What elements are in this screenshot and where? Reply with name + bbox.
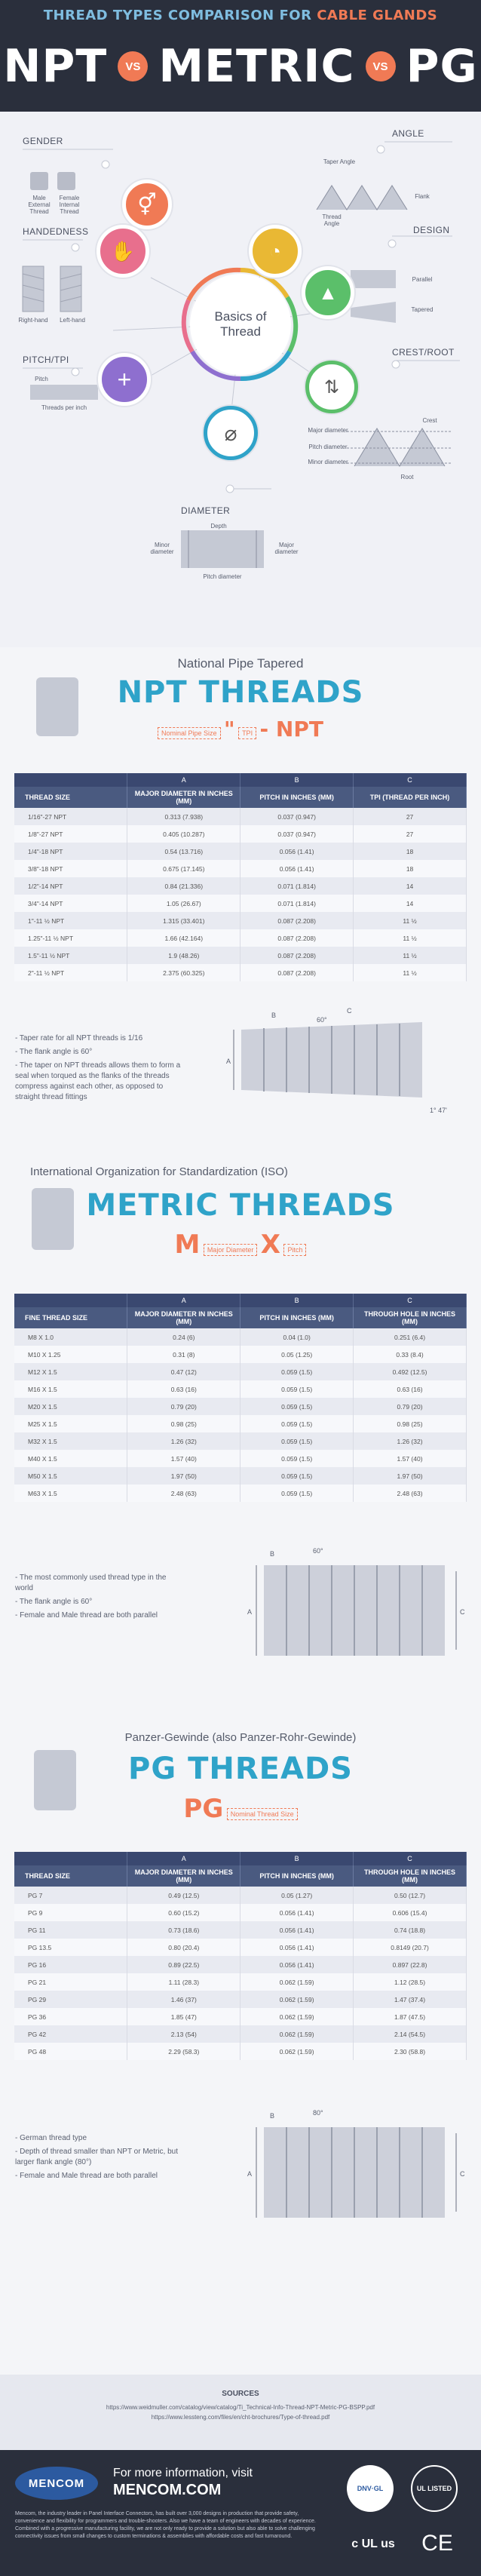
crest-pitch-diameter-label: Pitch diameter <box>308 444 348 450</box>
diagram-label-c: C <box>347 1007 352 1015</box>
note-item: - The most commonly used thread type in the world <box>15 1574 167 1592</box>
table-cell: M8 X 1.0 <box>14 1328 127 1346</box>
table-row <box>14 843 467 860</box>
table-row <box>14 2008 467 2025</box>
table-cell: PG 11 <box>14 1921 127 1939</box>
col-letter: A <box>127 1294 240 1307</box>
table-cell: 3/8"-18 NPT <box>14 860 127 877</box>
table-cell: 11 ½ <box>354 929 467 947</box>
table-cell: 2.48 (63) <box>354 1485 467 1502</box>
table-cell: 1.25"-11 ½ NPT <box>14 929 127 947</box>
source-link[interactable]: https://www.weidmuller.com/catalog/view/catalog/Ti_Technical-Info-Thread-NPT-Metric-PG-BSPP.pdf <box>106 2404 375 2411</box>
table-header: TPI (THREAD PER INCH) <box>354 787 467 808</box>
note-item: - Female and Male thread are both parallel <box>15 2172 158 2180</box>
table-row <box>14 2043 467 2060</box>
table-cell: PG 13.5 <box>14 1939 127 1956</box>
table-cell: M20 X 1.5 <box>14 1398 127 1415</box>
table-row <box>14 1467 467 1485</box>
pg-notes <box>15 2133 181 2185</box>
diameter-label: DIAMETER <box>181 505 231 516</box>
gender-male-label: Male External Thread <box>28 195 51 215</box>
table-cell: M40 X 1.5 <box>14 1450 127 1467</box>
table-cell: PG 16 <box>14 1956 127 1973</box>
table-cell: 2"-11 ½ NPT <box>14 964 127 981</box>
table-row <box>14 1415 467 1432</box>
metric-thread-diagram <box>241 1543 467 1671</box>
mencom-url[interactable]: MENCOM.COM <box>113 2482 222 2498</box>
table-row <box>14 947 467 964</box>
npt-notes <box>15 1033 181 1106</box>
basics-center <box>190 274 291 375</box>
diameter-minor-label: Minor diameter <box>150 542 174 555</box>
table-cell: 1"-11 ½ NPT <box>14 912 127 929</box>
table-cell: 1.85 (47) <box>127 2008 240 2025</box>
pg-title: PG THREADS <box>128 1752 353 1786</box>
header-comparison <box>0 35 481 98</box>
sources-section <box>0 2375 481 2450</box>
table-cell: 0.31 (8) <box>127 1346 240 1363</box>
pg-code-pg: PG <box>183 1794 224 1824</box>
taper-angle-label: Taper Angle <box>323 158 356 165</box>
col-letter: B <box>240 1852 354 1865</box>
table-cell: 0.79 (20) <box>354 1398 467 1415</box>
table-row <box>14 1956 467 1973</box>
table-row <box>14 825 467 843</box>
table-cell: 0.087 (2.208) <box>240 929 354 947</box>
col-letter: B <box>240 773 354 787</box>
diagram-label-a: A <box>247 2170 253 2178</box>
pitch-small-label: Pitch <box>35 376 48 382</box>
shapes-icon: ▲ <box>318 281 338 304</box>
up-down-arrows-icon: ⇅ <box>323 376 340 398</box>
table-cell: 2.13 (54) <box>127 2025 240 2043</box>
table-cell: 0.79 (20) <box>127 1398 240 1415</box>
table-header: MAJOR DIAMETER IN INCHES (MM) <box>127 1865 240 1887</box>
table-row <box>14 964 467 981</box>
table-header: THREAD SIZE <box>14 1865 127 1887</box>
table-row <box>14 1921 467 1939</box>
note-item: - Female and Male thread are both parallel <box>15 1611 158 1620</box>
table-cell: 1.5"-11 ½ NPT <box>14 947 127 964</box>
design-circle <box>302 266 354 319</box>
diameter-pitch-label: Pitch diameter <box>203 573 242 580</box>
table-header: MAJOR DIAMETER IN INCHES (MM) <box>127 787 240 808</box>
crest-root-label: CREST/ROOT <box>392 347 455 358</box>
table-cell: PG 21 <box>14 1973 127 1991</box>
pitch-circle <box>98 353 151 406</box>
table-cell: 0.056 (1.41) <box>240 1921 354 1939</box>
footer <box>0 2450 481 2576</box>
table-cell: 1/8"-27 NPT <box>14 825 127 843</box>
diagram-angle: 60° <box>313 1547 323 1555</box>
table-row <box>14 929 467 947</box>
npt-code <box>0 717 481 741</box>
npt-table <box>14 773 467 981</box>
table-cell: 0.492 (12.5) <box>354 1363 467 1380</box>
vs-badge: VS <box>366 51 396 81</box>
metric-code <box>0 1230 481 1260</box>
basics-center-line2: Thread <box>220 324 261 339</box>
diagram-label-b: B <box>270 2112 275 2120</box>
table-row <box>14 1450 467 1467</box>
table-cell: 2.48 (63) <box>127 1485 240 1502</box>
table-cell: 0.60 (15.2) <box>127 1904 240 1921</box>
more-info-text: For more information, visit <box>113 2467 253 2479</box>
basics-connectors <box>0 112 481 647</box>
gender-female-label: Female Internal Thread <box>59 195 80 215</box>
table-cell: 0.056 (1.41) <box>240 843 354 860</box>
table-cell: 0.062 (1.59) <box>240 2008 354 2025</box>
table-cell: 1.57 (40) <box>127 1450 240 1467</box>
table-cell: 0.49 (12.5) <box>127 1887 240 1904</box>
root-label: Root <box>400 474 414 481</box>
diagram-label-b: B <box>271 1012 277 1019</box>
table-cell: 0.037 (0.947) <box>240 825 354 843</box>
table-cell: 14 <box>354 877 467 895</box>
handedness-circle <box>97 225 149 278</box>
table-cell: 1.9 (48.26) <box>127 947 240 964</box>
table-cell: M63 X 1.5 <box>14 1485 127 1502</box>
table-row <box>14 1939 467 1956</box>
pg-subtitle <box>0 1731 481 1745</box>
metric-pitch-box: Pitch <box>283 1244 306 1256</box>
table-cell: 2.375 (60.325) <box>127 964 240 981</box>
crest-minor-diameter-label: Minor diameter <box>308 459 348 465</box>
table-cell: 1.87 (47.5) <box>354 2008 467 2025</box>
table-cell: 0.062 (1.59) <box>240 2025 354 2043</box>
table-cell: M12 X 1.5 <box>14 1363 127 1380</box>
sources-title: SOURCES <box>222 2390 259 2398</box>
table-cell: 1.315 (33.401) <box>127 912 240 929</box>
pg-table <box>14 1852 467 2060</box>
table-row <box>14 1904 467 1921</box>
metric-notes <box>15 1573 181 1624</box>
table-cell: 1.26 (32) <box>127 1432 240 1450</box>
thread-angle-label: Thread Angle <box>322 213 342 227</box>
table-cell: 1.05 (26.67) <box>127 895 240 912</box>
table-cell: PG 42 <box>14 2025 127 2043</box>
source-link[interactable]: https://www.lessteng.com/files/en/cht-brochures/Type-of-thread.pdf <box>151 2414 330 2421</box>
diameter-major-label: Major diameter <box>274 542 299 555</box>
design-label: DESIGN <box>413 225 450 235</box>
header-title-part1: THREAD TYPES COMPARISON FOR <box>43 8 317 23</box>
table-cell: 0.80 (20.4) <box>127 1939 240 1956</box>
table-cell: 0.062 (1.59) <box>240 1973 354 1991</box>
npt-subtitle <box>0 656 481 671</box>
table-row <box>14 1346 467 1363</box>
about-text: Mencom, the industry leader in Panel Interface Connectors, has built over 3,000 designs in production that provide safety, convenience and flexibility for programmers and trouble-shooters. Also we have a team of engineers with decades of experience. Combined with a progressive manufacturing facility, we are not only ready to provide a solution but also able to solve challenging connectivity issues from small changes to custom terminations & assemblies with affordable costs and fast turnaround. <box>15 2511 316 2539</box>
table-cell: 0.251 (6.4) <box>354 1328 467 1346</box>
angle-circle <box>249 225 302 278</box>
table-cell: 0.05 (1.25) <box>240 1346 354 1363</box>
basics-section <box>0 112 481 647</box>
table-cell: 1.12 (28.5) <box>354 1973 467 1991</box>
table-cell: 0.062 (1.59) <box>240 1991 354 2008</box>
mencom-logo <box>15 2467 98 2500</box>
table-cell: 0.071 (1.814) <box>240 877 354 895</box>
col-letter: C <box>354 1852 467 1865</box>
header <box>0 0 481 112</box>
table-row <box>14 1432 467 1450</box>
header-title <box>0 8 481 23</box>
npt-thread-diagram <box>226 1007 467 1120</box>
table-cell: 1.97 (50) <box>127 1467 240 1485</box>
table-cell: 0.056 (1.41) <box>240 1904 354 1921</box>
header-pg: PG <box>406 40 478 93</box>
table-row <box>14 1380 467 1398</box>
table-cell: 1.46 (37) <box>127 1991 240 2008</box>
table-cell: 3/4"-14 NPT <box>14 895 127 912</box>
handedness-label: HANDEDNESS <box>23 226 89 237</box>
table-cell: 0.98 (25) <box>127 1415 240 1432</box>
table-cell: 0.059 (1.5) <box>240 1450 354 1467</box>
table-cell: 1/4"-18 NPT <box>14 843 127 860</box>
table-cell: 0.037 (0.947) <box>240 808 354 825</box>
table-cell: 0.056 (1.41) <box>240 1939 354 1956</box>
table-cell: 0.54 (13.716) <box>127 843 240 860</box>
table-row <box>14 1991 467 2008</box>
table-cell: M25 X 1.5 <box>14 1415 127 1432</box>
table-cell: 0.63 (16) <box>354 1380 467 1398</box>
table-cell: 0.50 (12.7) <box>354 1887 467 1904</box>
angle-label: ANGLE <box>392 128 424 139</box>
table-cell: 1.26 (32) <box>354 1432 467 1450</box>
pg-subtitle-text: Panzer-Gewinde (also Panzer-Rohr-Gewinde) <box>124 1731 357 1744</box>
table-cell: PG 36 <box>14 2008 127 2025</box>
table-cell: 0.059 (1.5) <box>240 1485 354 1502</box>
note-item: - The taper on NPT threads allows them to form a seal when torqued as the flanks of the threads compress against each other, as opposed to straight thread fittings <box>15 1061 181 1101</box>
table-header: PITCH IN INCHES (MM) <box>240 1865 354 1887</box>
table-cell: 0.059 (1.5) <box>240 1432 354 1450</box>
vs-badge: VS <box>118 51 148 81</box>
col-letter: A <box>127 1852 240 1865</box>
table-header: MAJOR DIAMETER IN INCHES (MM) <box>127 1307 240 1328</box>
metric-code-x: X <box>260 1230 280 1260</box>
cul-us-badge: c UL us <box>351 2538 395 2550</box>
depth-label: Depth <box>210 523 227 530</box>
table-row <box>14 1398 467 1415</box>
gender-circle <box>122 180 172 229</box>
col-letter: C <box>354 1294 467 1307</box>
table-cell: M10 X 1.25 <box>14 1346 127 1363</box>
table-cell: 0.98 (25) <box>354 1415 467 1432</box>
dnv-badge: DNV·GL <box>347 2465 394 2512</box>
diagram-angle: 80° <box>313 2109 323 2117</box>
metric-code-m: M <box>174 1230 201 1260</box>
table-cell: 0.405 (10.287) <box>127 825 240 843</box>
table-row <box>14 1363 467 1380</box>
diagram-label-c: C <box>460 1608 465 1616</box>
table-header: PITCH IN INCHES (MM) <box>240 1307 354 1328</box>
table-cell: 2.30 (58.8) <box>354 2043 467 2060</box>
diagram-taper: 1° 47' <box>430 1107 447 1114</box>
table-cell: 0.63 (16) <box>127 1380 240 1398</box>
header-npt: NPT <box>3 40 108 93</box>
table-cell: PG 48 <box>14 2043 127 2060</box>
col-letter: C <box>354 773 467 787</box>
table-cell: 2.14 (54.5) <box>354 2025 467 2043</box>
col-letter: B <box>240 1294 354 1307</box>
table-row <box>14 895 467 912</box>
note-item: - German thread type <box>15 2134 87 2142</box>
table-cell: 0.059 (1.5) <box>240 1467 354 1485</box>
note-item: - The flank angle is 60° <box>15 1048 93 1056</box>
npt-tpi-box: TPI <box>238 727 256 739</box>
table-cell: 2.29 (58.3) <box>127 2043 240 2060</box>
note-item: - The flank angle is 60° <box>15 1598 93 1606</box>
table-cell: PG 7 <box>14 1887 127 1904</box>
table-row <box>14 912 467 929</box>
flank-label: Flank <box>415 193 430 200</box>
table-cell: 11 ½ <box>354 947 467 964</box>
metric-table <box>14 1294 467 1502</box>
table-cell: 0.74 (18.8) <box>354 1921 467 1939</box>
table-header: THREAD SIZE <box>14 787 127 808</box>
table-cell: 11 ½ <box>354 964 467 981</box>
diagram-angle: 60° <box>317 1016 327 1024</box>
pitch-tpi-label: PITCH/TPI <box>23 355 69 365</box>
table-cell: M50 X 1.5 <box>14 1467 127 1485</box>
table-row <box>14 1887 467 1904</box>
table-cell: 0.087 (2.208) <box>240 947 354 964</box>
table-cell: PG 9 <box>14 1904 127 1921</box>
basics-center-line1: Basics of <box>214 309 267 324</box>
table-cell: 0.84 (21.336) <box>127 877 240 895</box>
pg-code <box>0 1794 481 1824</box>
gender-icon: ⚥ <box>137 192 157 216</box>
metric-subtitle-text: International Organization for Standardization (ISO) <box>30 1165 288 1178</box>
crest-major-diameter-label: Major diameter <box>308 427 348 434</box>
diagram-label-a: A <box>226 1058 231 1065</box>
diameter-icon: ⌀ <box>224 421 237 445</box>
table-row <box>14 877 467 895</box>
note-item: - Taper rate for all NPT threads is 1/16 <box>15 1034 143 1042</box>
pg-nominal-size-box: Nominal Thread Size <box>227 1808 298 1820</box>
table-cell: 14 <box>354 895 467 912</box>
table-cell: M16 X 1.5 <box>14 1380 127 1398</box>
left-hand-label: Left-hand <box>60 317 85 324</box>
table-cell: 0.059 (1.5) <box>240 1415 354 1432</box>
metric-subtitle <box>0 1165 481 1179</box>
hand-icon: ✋ <box>110 239 136 263</box>
diagram-label-a: A <box>247 1608 253 1616</box>
table-cell: 0.47 (12) <box>127 1363 240 1380</box>
table-cell: 0.33 (8.4) <box>354 1346 467 1363</box>
col-letter: A <box>127 773 240 787</box>
npt-code-suffix: - NPT <box>259 717 323 741</box>
table-cell: 0.04 (1.0) <box>240 1328 354 1346</box>
logo-text: MENCOM <box>28 2476 85 2490</box>
npt-nominal-size-box: Nominal Pipe Size <box>158 727 221 739</box>
metric-major-diameter-box: Major Diameter <box>204 1244 258 1256</box>
table-row <box>14 808 467 825</box>
diameter-circle <box>204 406 258 460</box>
table-cell: 0.059 (1.5) <box>240 1363 354 1380</box>
table-cell: 0.606 (15.4) <box>354 1904 467 1921</box>
pg-thread-diagram <box>241 2105 467 2233</box>
table-cell: 0.05 (1.27) <box>240 1887 354 1904</box>
table-cell: 0.087 (2.208) <box>240 912 354 929</box>
table-cell: 1.47 (37.4) <box>354 1991 467 2008</box>
table-cell: 27 <box>354 808 467 825</box>
table-cell: 1.97 (50) <box>354 1467 467 1485</box>
table-header: THROUGH HOLE IN INCHES (MM) <box>354 1865 467 1887</box>
plus-icon: + <box>117 365 132 393</box>
diagram-label-c: C <box>460 2170 465 2178</box>
table-row <box>14 860 467 877</box>
table-cell: 0.056 (1.41) <box>240 1956 354 1973</box>
table-header: PITCH IN INCHES (MM) <box>240 787 354 808</box>
table-cell: 1.66 (42.164) <box>127 929 240 947</box>
table-row <box>14 1485 467 1502</box>
table-cell: 1/16"-27 NPT <box>14 808 127 825</box>
table-cell: 11 ½ <box>354 912 467 929</box>
npt-title: NPT THREADS <box>117 675 364 710</box>
table-cell: 0.675 (17.145) <box>127 860 240 877</box>
table-cell: 18 <box>354 843 467 860</box>
table-header: THROUGH HOLE IN INCHES (MM) <box>354 1307 467 1328</box>
npt-code-quote: " <box>224 717 235 741</box>
table-cell: 0.897 (22.8) <box>354 1956 467 1973</box>
table-cell: 27 <box>354 825 467 843</box>
table-cell: 0.059 (1.5) <box>240 1380 354 1398</box>
table-cell: 0.73 (18.6) <box>127 1921 240 1939</box>
table-cell: M32 X 1.5 <box>14 1432 127 1450</box>
diagram-label-b: B <box>270 1550 275 1558</box>
table-cell: PG 29 <box>14 1991 127 2008</box>
threads-per-inch-label: Threads per inch <box>41 404 87 411</box>
header-metric: METRIC <box>158 40 355 93</box>
npt-subtitle-text: National Pipe Tapered <box>177 656 304 671</box>
header-title-part2: CABLE GLANDS <box>317 8 438 23</box>
table-cell: 1/2"-14 NPT <box>14 877 127 895</box>
table-row <box>14 1328 467 1346</box>
table-cell: 0.056 (1.41) <box>240 860 354 877</box>
right-hand-label: Right-hand <box>18 317 48 324</box>
table-cell: 0.059 (1.5) <box>240 1398 354 1415</box>
table-cell: 0.89 (22.5) <box>127 1956 240 1973</box>
table-row <box>14 1973 467 1991</box>
table-cell: 0.8149 (20.7) <box>354 1939 467 1956</box>
table-row <box>14 2025 467 2043</box>
table-cell: 0.24 (6) <box>127 1328 240 1346</box>
note-item: - Depth of thread smaller than NPT or Metric, but larger flank angle (80°) <box>15 2148 179 2166</box>
table-cell: 0.313 (7.938) <box>127 808 240 825</box>
table-cell: 18 <box>354 860 467 877</box>
table-cell: 0.071 (1.814) <box>240 895 354 912</box>
ul-listed-badge: UL LISTED <box>411 2465 458 2512</box>
table-cell: 1.57 (40) <box>354 1450 467 1467</box>
crest-circle <box>305 361 358 413</box>
ce-badge: CE <box>421 2531 453 2556</box>
protractor-icon: ◔ <box>269 239 281 263</box>
crest-label: Crest <box>422 417 437 424</box>
table-cell: 0.087 (2.208) <box>240 964 354 981</box>
gender-label: GENDER <box>23 136 63 146</box>
parallel-label: Parallel <box>412 276 433 283</box>
metric-title: METRIC THREADS <box>86 1188 395 1223</box>
table-header: FINE THREAD SIZE <box>14 1307 127 1328</box>
table-cell: 1.11 (28.3) <box>127 1973 240 1991</box>
table-cell: 0.062 (1.59) <box>240 2043 354 2060</box>
tapered-label: Tapered <box>411 306 434 313</box>
